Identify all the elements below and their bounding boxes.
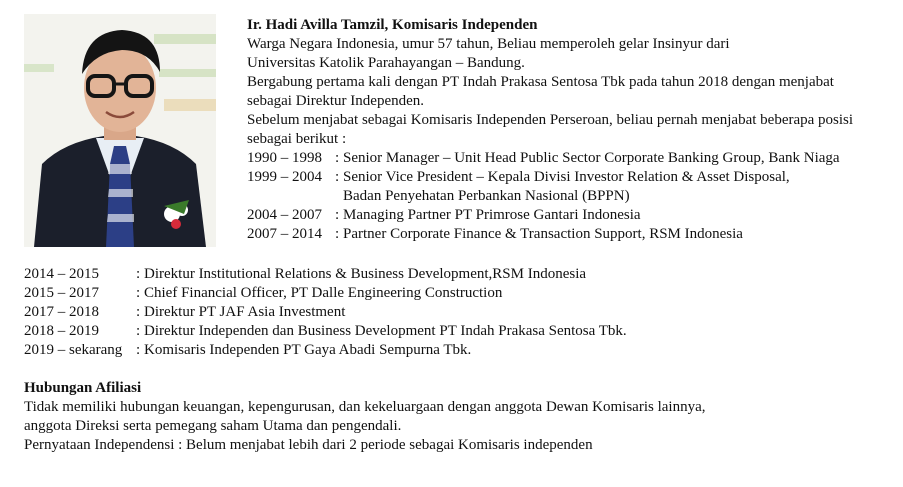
profile-photo: [24, 14, 216, 247]
career-period: 1999 – 2004: [247, 169, 322, 185]
career-separator: :: [335, 207, 340, 223]
career-role: Partner Corporate Finance & Transaction Support, RSM Indonesia: [343, 226, 743, 242]
career-period: 2014 – 2015: [24, 266, 99, 282]
career-role: Direktur PT JAF Asia Investment: [144, 304, 346, 320]
career-role: Chief Financial Officer, PT Dalle Engineering Construction: [144, 285, 503, 301]
career-row: [24, 341, 894, 360]
career-period: 2017 – 2018: [24, 304, 99, 320]
profile-bottom-section: [24, 265, 894, 455]
career-row: [24, 265, 894, 284]
career-row: [247, 168, 897, 187]
career-separator: :: [136, 323, 141, 339]
career-separator: :: [136, 304, 141, 320]
career-role: Direktur Independen dan Business Development PT Indah Prakasa Sentosa Tbk.: [144, 323, 627, 339]
career-list-bottom: [24, 265, 894, 360]
portrait-illustration: [24, 14, 216, 247]
career-period: 2015 – 2017: [24, 285, 99, 301]
career-period: 2007 – 2014: [247, 226, 322, 242]
career-separator: :: [335, 169, 340, 185]
career-separator: :: [335, 150, 340, 166]
intro-line: Warga Negara Indonesia, umur 57 tahun, Beliau memperoleh gelar Insinyur dari: [247, 36, 730, 52]
career-role: Komisaris Independen PT Gaya Abadi Sempurna Tbk.: [144, 342, 472, 358]
intro-line: sebagai berikut :: [247, 131, 347, 147]
career-role-continuation: Badan Penyehatan Perbankan Nasional (BPPN): [343, 188, 630, 204]
career-list-top: [247, 149, 897, 244]
intro-line: sebagai Direktur Independen.: [247, 93, 425, 109]
profile-top-section: [247, 16, 897, 244]
career-separator: :: [335, 226, 340, 242]
independence-statement: Pernyataan Independensi : Belum menjabat lebih dari 2 periode sebagai Komisaris independen: [24, 437, 593, 453]
profile-name-title: Ir. Hadi Avilla Tamzil, Komisaris Independen: [247, 17, 538, 33]
career-period: 1990 – 1998: [247, 150, 322, 166]
career-role: Managing Partner PT Primrose Gantari Indonesia: [343, 207, 641, 223]
career-period: 2004 – 2007: [247, 207, 322, 223]
career-row: [24, 284, 894, 303]
intro-line: Bergabung pertama kali dengan PT Indah Prakasa Sentosa Tbk pada tahun 2018 dengan menjabat: [247, 74, 834, 90]
career-row: [247, 206, 897, 225]
career-row: [24, 303, 894, 322]
affiliation-line: anggota Direksi serta pemegang saham Utama dan pengendali.: [24, 418, 402, 434]
career-period: 2019 – sekarang: [24, 342, 123, 358]
affiliation-line: Tidak memiliki hubungan keuangan, kepengurusan, dan kekeluargaan dengan anggota Dewan Komisaris lainnya,: [24, 399, 706, 415]
career-role: Senior Vice President – Kepala Divisi Investor Relation & Asset Disposal,: [343, 169, 790, 185]
career-separator: :: [136, 342, 141, 358]
career-row: [247, 149, 897, 168]
career-separator: :: [136, 285, 141, 301]
career-period: 2018 – 2019: [24, 323, 99, 339]
intro-line: Universitas Katolik Parahayangan – Bandung.: [247, 55, 525, 71]
career-role: Direktur Institutional Relations & Business Development,RSM Indonesia: [144, 266, 587, 282]
career-row: [247, 225, 897, 244]
career-row: [24, 322, 894, 341]
affiliation-heading: Hubungan Afiliasi: [24, 380, 142, 396]
career-separator: :: [136, 266, 141, 282]
career-role: Senior Manager – Unit Head Public Sector Corporate Banking Group, Bank Niaga: [343, 150, 840, 166]
intro-line: Sebelum menjabat sebagai Komisaris Independen Perseroan, beliau pernah menjabat beberapa posisi: [247, 112, 854, 128]
